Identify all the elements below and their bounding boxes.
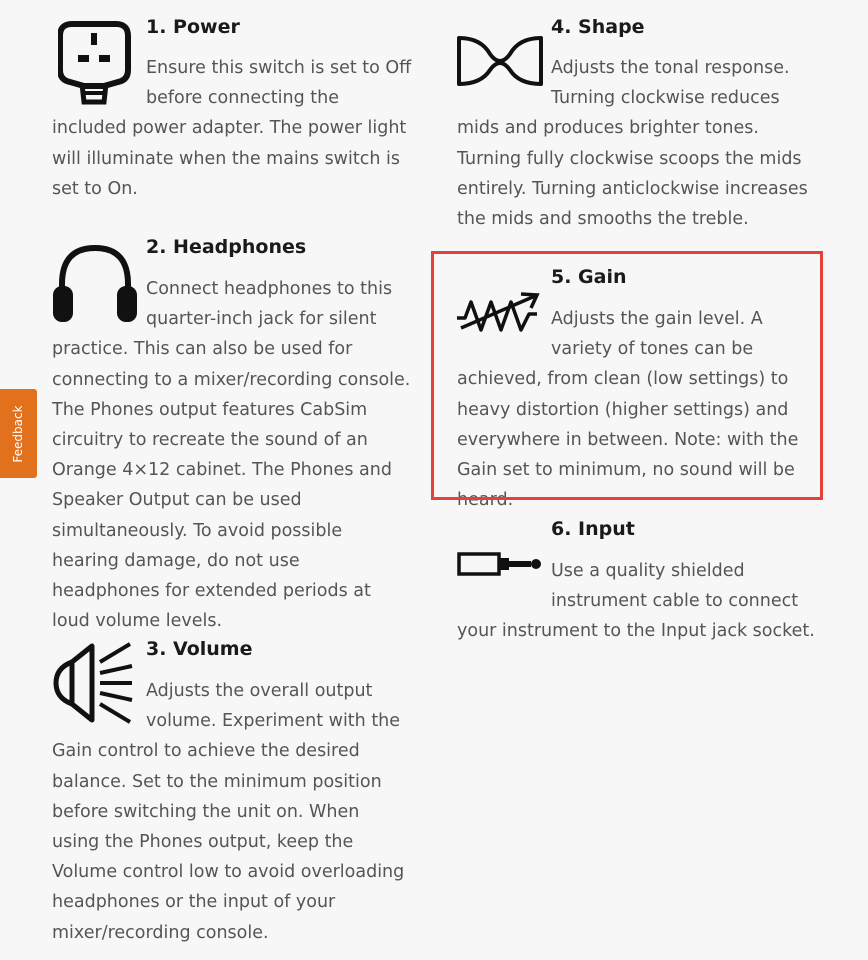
power-description-text: Ensure this switch is set to Off before connecting the included power adapter. The power light will illuminate when the mains switch is set to On.	[52, 58, 412, 199]
feature-input	[457, 518, 817, 648]
feedback-tab[interactable]	[0, 389, 37, 478]
feature-headphones	[52, 236, 412, 632]
feature-volume	[52, 638, 412, 948]
gain-title: 5. Gain	[551, 266, 627, 288]
input-title: 6. Input	[551, 518, 635, 540]
feature-power	[52, 16, 412, 206]
input-description-text: Use a quality shielded instrument cable to connect your instrument to the Input jack socket.	[457, 561, 815, 642]
headphones-description-text: Connect headphones to this quarter-inch jack for silent practice. This can also be used for connecting to a mixer/recording console. The Phones output features CabSim circuitry to recreate the sound of an Orange 4×12 cabinet. The Phones and Speaker Output can be used simultaneously. To avoid possible hearing damage, do not use headphones for extended periods at loud volume levels.	[52, 279, 411, 632]
volume-description-text: Adjusts the overall output volume. Experiment with the Gain control to achieve the desired balance. Set to the minimum position before switching the unit on. When using the Phones output, keep the Volume control low to avoid overloading headphones or the input of your mixer/recording console.	[52, 681, 405, 943]
gain-description-text: Adjusts the gain level. A variety of tones can be achieved, from clean (low settings) to heavy distortion (higher settings) and everywhere in between. Note: with the Gain set to minimum, no sound will be heard.	[457, 309, 799, 511]
power-description	[52, 53, 412, 204]
headphones-description	[52, 274, 412, 636]
shape-title: 4. Shape	[551, 16, 645, 38]
volume-title: 3. Volume	[146, 638, 253, 660]
power-title: 1. Power	[146, 16, 240, 38]
shape-description	[457, 53, 817, 234]
volume-description	[52, 676, 412, 948]
feedback-tab-label: Feedback	[11, 405, 25, 463]
feature-shape	[457, 16, 817, 236]
gain-highlight-box	[431, 251, 823, 500]
headphones-title: 2. Headphones	[146, 236, 307, 258]
input-description	[457, 556, 817, 647]
shape-description-text: Adjusts the tonal response. Turning clockwise reduces mids and produces brighter tones. Turning fully clockwise scoops the mids entirely. Turning anticlockwise increases the mids and smooths the treble.	[457, 58, 808, 230]
